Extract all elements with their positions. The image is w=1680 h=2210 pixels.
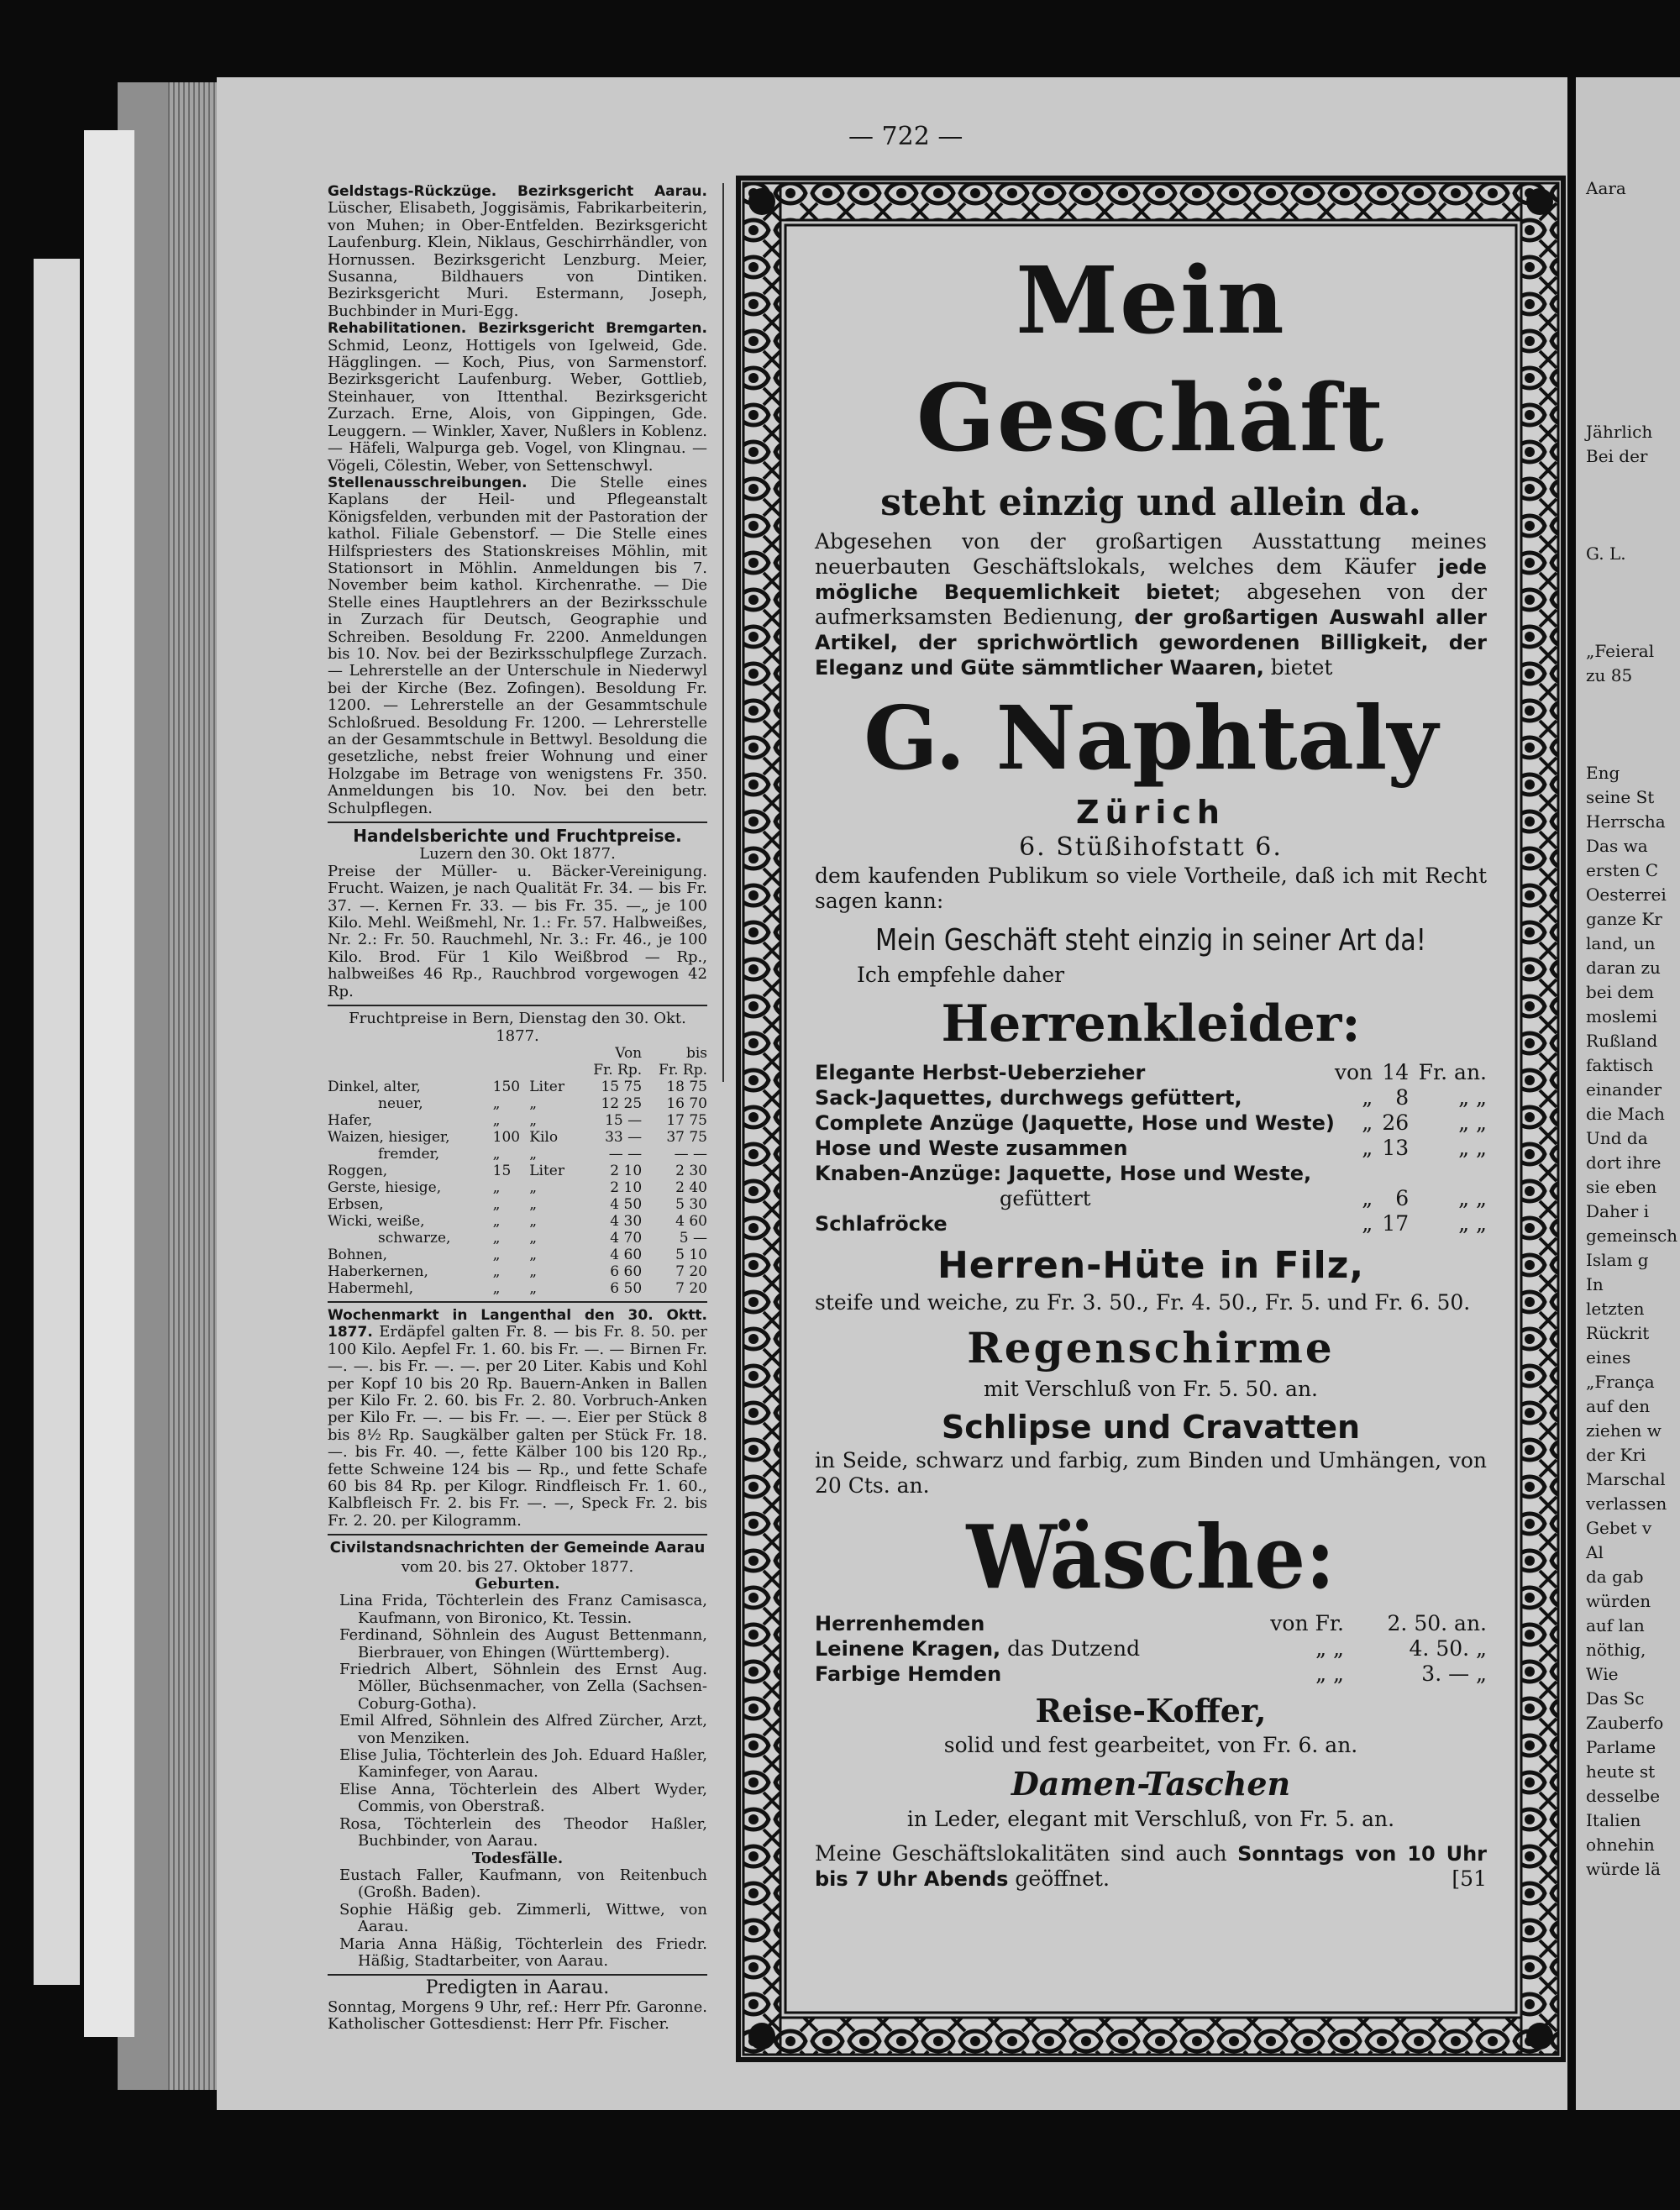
table-header: [328, 1045, 707, 1062]
table-row: [328, 1146, 707, 1163]
fragment-line: ziehen w: [1586, 1420, 1662, 1441]
fragment-line: verlassen: [1586, 1493, 1667, 1514]
fragment-line: bei dem: [1586, 982, 1654, 1002]
list-item: [815, 1661, 1487, 1687]
table-row: [328, 1095, 707, 1112]
fragment-line: einander: [1586, 1079, 1662, 1100]
fragment-line: Rußland: [1586, 1031, 1658, 1051]
section-schlipse: Schlipse und Cravatten: [941, 1409, 1361, 1446]
table-cell: 5 30: [675, 1195, 707, 1213]
item-label: Sack-Jaquettes, durchwegs gefüttert,: [815, 1086, 1242, 1110]
fragment-line: heute st: [1586, 1761, 1656, 1782]
subheading: Fruchtpreise in Bern, Dienstag den 30. Okt. 1877.: [349, 1010, 686, 1045]
fragment-line: [1576, 347, 1680, 371]
ad-intro-text: bietet: [1270, 655, 1333, 680]
fragment-line: In: [1586, 1274, 1604, 1294]
table-cell: 4 50: [610, 1195, 643, 1213]
recommend-text: Ich empfehle daher: [857, 963, 1065, 987]
fragment-line: Herrscha: [1586, 811, 1666, 832]
table-cell: „: [529, 1262, 538, 1280]
table-cell: „: [529, 1095, 538, 1112]
fragment-line: moslemi: [1586, 1006, 1657, 1026]
section-heading: Predigten in Aarau.: [425, 1977, 610, 1999]
item-label: Farbige Hemden: [815, 1662, 1002, 1686]
section-reise-koffer: Reise-Koffer,: [1035, 1692, 1267, 1730]
table-cell: Hafer,: [328, 1111, 372, 1129]
list-item: [815, 1186, 1487, 1211]
fragment-line: eines: [1586, 1347, 1631, 1367]
body-text: Preise der Müller- u. Bäcker-Vereinigung. Frucht. Waizen, je nach Qualität Fr. 34. — bis Fr. 37. —. Kernen Fr. 33. — bis Fr. 35. —„ je 100 Kilo. Mehl. Weißmehl, Nr. 1.: Fr. 57. Halbweißes, Nr. 2.: Fr. 50. Rauchmehl, Nr. 3.: Fr. 46., je 100 Kilo. Brod. Für 1 Kilo Weißbrod — Rp., halbweißes 46 Rp., Rauchbrod vorgewogen 42 Rp.: [328, 862, 707, 1000]
table-cell: Waizen, hiesiger,: [328, 1128, 450, 1146]
fragment-line: [1576, 274, 1680, 298]
table-cell: 6 50: [610, 1279, 643, 1297]
fragment-line: würden: [1586, 1591, 1651, 1611]
table-cell: Roggen,: [328, 1162, 388, 1179]
table-cell: „: [492, 1279, 501, 1297]
paper-strip: [34, 259, 80, 1985]
herren-price-list: [815, 1060, 1487, 1236]
item-label: Hose und Weste zusammen: [815, 1136, 1128, 1160]
section-damen-taschen: Damen-Taschen: [1011, 1765, 1291, 1803]
fragment-line: ersten C: [1586, 860, 1659, 880]
opening-hours-text: Meine Geschäftslokalitäten sind auch: [815, 1841, 1227, 1866]
table-cell: „: [529, 1145, 538, 1163]
table-cell: „: [492, 1178, 501, 1196]
table-row: [328, 1163, 707, 1179]
offer-text: dem kaufenden Publikum so viele Vortheile, daß ich mit Recht sagen kann:: [815, 864, 1487, 913]
item-price: 2. 50. an.: [1387, 1611, 1487, 1635]
table-cell: „: [529, 1178, 538, 1196]
table-cell: 100: [492, 1128, 521, 1146]
fragment-line: G. L.: [1586, 543, 1626, 564]
fragment-line: Das Sc: [1586, 1688, 1645, 1709]
table-cell: „: [529, 1212, 538, 1230]
fragment-line: dort ihre: [1586, 1152, 1662, 1173]
table-cell: schwarze,: [378, 1229, 451, 1247]
body-text: Schmid, Leonz, Hottigels von Igelweid, Gde. Hägglingen. — Koch, Pius, von Sarmenstorf. Bezirksgericht Laufenburg. Weber, Gottlieb, Steinhauer, von Ittenthal. Bezirksgericht Zurzach. Erne, Alois, von Gippingen, Gde. Leuggern. — Winkler, Xaver, Nußlers in Koblenz. — Häfeli, Walpurga geb. Vogel, von Klingnau. — Vögeli, Cölestin, Weber, von Settenschwyl.: [328, 336, 707, 475]
table-cell: 12 25: [601, 1095, 643, 1112]
item-unit: „ „: [1458, 1136, 1487, 1160]
item-name: [815, 1060, 1335, 1085]
table-cell: 33 —: [605, 1128, 643, 1146]
fragment-line: [1576, 737, 1680, 761]
table-cell: „: [529, 1229, 538, 1247]
table-cell: — —: [674, 1145, 707, 1163]
column-header: Fr. Rp.: [659, 1061, 707, 1079]
item-label: gefüttert: [1000, 1187, 1091, 1210]
fragment-line: Bei der: [1586, 446, 1648, 466]
fragment-line: „França: [1586, 1372, 1655, 1392]
divider: [328, 1301, 707, 1303]
section-heading: Stellenausschreibungen.: [328, 474, 528, 491]
fragment-line: ganze Kr: [1586, 909, 1662, 929]
item-price: 13: [1382, 1136, 1410, 1160]
item-price: 14: [1382, 1060, 1410, 1084]
item-price: 3. — „: [1421, 1661, 1487, 1686]
table-cell: „: [492, 1111, 501, 1129]
table-cell: 5 10: [675, 1246, 707, 1263]
fragment-line: Zauberfo: [1586, 1713, 1664, 1733]
fragment-line: [1576, 712, 1680, 737]
item-price: 17: [1382, 1211, 1410, 1236]
column-header: Von: [615, 1044, 643, 1062]
table-row: [328, 1112, 707, 1129]
table-cell: „: [529, 1246, 538, 1263]
ad-content: [815, 242, 1487, 1892]
merchant-city: Zürich: [1076, 794, 1226, 831]
item-prefix: „: [1362, 1110, 1373, 1135]
fragment-line: Das wa: [1586, 836, 1648, 856]
table-cell: Bohnen,: [328, 1246, 388, 1263]
birth-entry: Emil Alfred, Söhnlein des Alfred Zürcher, Arzt, von Menziken.: [339, 1712, 707, 1747]
table-cell: 7 20: [675, 1262, 707, 1280]
fragment-line: die Mach: [1586, 1104, 1665, 1124]
fragment-line: Italien: [1586, 1810, 1641, 1830]
table-cell: neuer,: [378, 1095, 423, 1112]
fragment-line: Eng: [1586, 763, 1620, 783]
page-number: — 722 —: [848, 122, 963, 151]
birth-entry: Friedrich Albert, Söhnlein des Ernst Aug. Möller, Büchsenmacher, von Zella (Sachsen-Coburg-Gotha).: [339, 1661, 707, 1713]
table-cell: 2 40: [675, 1178, 707, 1196]
ad-intro: [815, 529, 1487, 680]
item-price: 6: [1395, 1186, 1410, 1210]
waesche-price-list: [815, 1611, 1487, 1687]
fragment-line: Gebet v: [1586, 1518, 1652, 1538]
fragment-line: [1576, 201, 1680, 225]
fragment-line: Rückrit: [1586, 1323, 1650, 1343]
item-label: Herrenhemden: [815, 1612, 985, 1635]
item-label: Schlafröcke: [815, 1212, 948, 1236]
column-rule: [722, 183, 724, 1082]
item-label: Complete Anzüge (Jaquette, Hose und Weste): [815, 1111, 1335, 1135]
list-item: [815, 1110, 1487, 1136]
taschen-text: in Leder, elegant mit Verschluß, von Fr. 5. an.: [906, 1807, 1395, 1831]
fragment-line: land, un: [1586, 933, 1656, 953]
fragment-line: [1576, 591, 1680, 615]
fragment-line: [1576, 469, 1680, 493]
fragment-line: der Kri: [1586, 1445, 1646, 1465]
fragment-line: auf lan: [1586, 1615, 1645, 1635]
table-cell: Erbsen,: [328, 1195, 384, 1213]
item-unit: „ „: [1458, 1110, 1487, 1135]
table-header: [328, 1062, 707, 1079]
death-entry: Maria Anna Häßig, Töchterlein des Friedr. Häßig, Stadtarbeiter, von Aarau.: [339, 1934, 707, 1970]
item-unit: „ „: [1458, 1186, 1487, 1210]
fragment-line: daran zu: [1586, 958, 1661, 978]
table-cell: 16 70: [666, 1095, 707, 1112]
item-name: [815, 1186, 1335, 1211]
opening-hours-bold: Sonntags von 10 Uhr bis 7 Uhr Abends: [815, 1842, 1488, 1891]
fragment-line: nöthig,: [1586, 1640, 1646, 1660]
table-row: [328, 1280, 707, 1297]
subheading: Todesfälle.: [471, 1849, 564, 1867]
list-item: [815, 1636, 1487, 1661]
advertisement: [735, 175, 1567, 2063]
table-row: [328, 1179, 707, 1196]
fragment-line: Islam g: [1586, 1250, 1649, 1270]
table-cell: 2 10: [610, 1178, 643, 1196]
fragment-line: seine St: [1586, 787, 1655, 807]
table-cell: „: [492, 1095, 501, 1112]
subheading: Geburten.: [475, 1575, 560, 1593]
item-name: [815, 1085, 1335, 1110]
table-cell: 4 60: [610, 1246, 643, 1263]
list-item: [815, 1060, 1487, 1085]
column-header: Fr. Rp.: [593, 1061, 643, 1079]
fragment-line: zu 85: [1586, 665, 1633, 685]
divider: [328, 1974, 707, 1976]
item-price: 8: [1395, 1085, 1410, 1110]
table-cell: 7 20: [675, 1279, 707, 1297]
table-cell: „: [529, 1111, 538, 1129]
table-cell: „: [492, 1195, 501, 1213]
divider: [328, 822, 707, 823]
item-label: Knaben-Anzüge: Jaquette, Hose und Weste,: [815, 1162, 1312, 1185]
ad-slogan: Mein Geschäft steht einzig in seiner Art da!: [875, 923, 1426, 958]
fragment-line: [1576, 493, 1680, 517]
table-cell: 2 30: [675, 1162, 707, 1179]
table-cell: Haberkernen,: [328, 1262, 428, 1280]
fragment-line: Marschal: [1586, 1469, 1666, 1489]
item-name: [815, 1611, 1247, 1636]
facing-page-text: [1576, 77, 1680, 1882]
fragment-line: Parlame: [1586, 1737, 1656, 1757]
ad-intro-bold: jede mögliche Bequemlichkeit bietet: [815, 555, 1487, 604]
death-entry: Sophie Häßig geb. Zimmerli, Wittwe, von Aarau.: [339, 1900, 707, 1936]
table-row: [328, 1129, 707, 1146]
table-cell: „: [492, 1145, 501, 1163]
table-row: [328, 1213, 707, 1230]
item-note: das Dutzend: [1007, 1636, 1141, 1661]
table-cell: 15: [492, 1162, 512, 1179]
list-item: [815, 1611, 1487, 1636]
table-cell: 5 —: [679, 1229, 707, 1247]
fragment-line: [1576, 249, 1680, 274]
item-price: [1373, 1161, 1409, 1186]
item-prefix: „: [1362, 1136, 1373, 1160]
ad-intro-bold: der großartigen Auswahl aller Artikel, der sprichwörtlich gewordenen Billigkeit, der Eleganz und Güte sämmtlicher Waaren,: [815, 606, 1488, 680]
table-cell: Kilo: [529, 1128, 559, 1146]
fragment-line: [1576, 566, 1680, 591]
ad-intro-text: Abgesehen von der großartigen Ausstattung meines neuerbauten Geschäftslokals, welches dem Käufer: [815, 529, 1487, 579]
section-heading: Rehabilitationen. Bezirksgericht Bremgarten.: [328, 320, 707, 338]
table-cell: — —: [608, 1145, 643, 1163]
item-label: Elegante Herbst-Ueberzieher: [815, 1061, 1146, 1084]
fragment-line: [1576, 517, 1680, 542]
section-waesche: Wäsche:: [966, 1505, 1336, 1609]
table-cell: „: [492, 1246, 501, 1263]
fragment-line: auf den: [1586, 1396, 1651, 1416]
table-row: [328, 1079, 707, 1095]
regenschirme-text: mit Verschluß von Fr. 5. 50. an.: [984, 1377, 1318, 1401]
table-cell: Liter: [529, 1078, 564, 1095]
opening-hours: [815, 1841, 1487, 1892]
table-row: [328, 1263, 707, 1280]
table-cell: Wicki, weiße,: [328, 1212, 425, 1230]
fragment-line: [1576, 396, 1680, 420]
item-prefix: von Fr.: [1270, 1611, 1344, 1635]
fragment-line: gemeinsch: [1586, 1226, 1678, 1246]
fragment-line: Aara: [1586, 178, 1626, 198]
table-cell: 15 —: [605, 1111, 643, 1129]
table-cell: Gerste, hiesige,: [328, 1178, 442, 1196]
item-prefix: „ „: [1315, 1661, 1344, 1686]
table-cell: fremder,: [378, 1145, 440, 1163]
hueete-text: steife und weiche, zu Fr. 3. 50., Fr. 4. 50., Fr. 5. und Fr. 6. 50.: [815, 1290, 1471, 1315]
table-cell: „: [529, 1279, 538, 1297]
fragment-line: [1576, 298, 1680, 323]
ad-intro-text: ; abgesehen von der aufmerksamsten Bedienung,: [815, 580, 1487, 629]
table-cell: 4 30: [610, 1212, 643, 1230]
birth-entry: Rosa, Töchterlein des Theodor Haßler, Buchbinder, von Aarau.: [339, 1814, 707, 1850]
fragment-line: [1576, 615, 1680, 639]
subheading: Luzern den 30. Okt 1877.: [419, 845, 616, 864]
list-item: [815, 1136, 1487, 1161]
table-row: [328, 1247, 707, 1263]
ad-reference: [51: [1452, 1866, 1487, 1891]
fragment-line: [1576, 323, 1680, 347]
column-header: bis: [685, 1044, 707, 1062]
item-price: 4. 50. „: [1409, 1636, 1487, 1661]
table-cell: „: [529, 1195, 538, 1213]
table-row: [328, 1230, 707, 1247]
fragment-line: Wie: [1586, 1664, 1619, 1684]
table-cell: „: [492, 1229, 501, 1247]
item-name: [815, 1110, 1335, 1136]
item-name: [815, 1161, 1335, 1186]
table-cell: Dinkel, alter,: [328, 1078, 421, 1095]
item-name: [815, 1136, 1335, 1161]
item-prefix: „: [1362, 1186, 1373, 1210]
table-cell: „: [492, 1212, 501, 1230]
subheading: vom 20. bis 27. Oktober 1877.: [401, 1557, 634, 1576]
item-unit: [1409, 1161, 1487, 1186]
fragment-line: [1576, 225, 1680, 249]
body-text: Die Stelle eines Kaplans der Heil- und Pflegeanstalt Königsfelden, verbunden mit der Pastoration der kathol. Filiale Gebenstorf. — Die Stelle eines Hilfspriesters des Stationskreises Möhlin, mit Stationsort in Möhlin. Anmeldungen bis 7. November beim kathol. Kirchenrathe. — Die Stelle eines Hauptlehrers an der Bezirksschule in Zurzach für Deutsch, Geographie und Schreiben. Besoldung Fr. 2200. Anmeldungen bis 10. Nov. bei der Bezirksschulpflege Zurzach. — Lehrerstelle an der Unterschule in Niederwyl bei der Kirche (Bez. Zofingen). Besoldung Fr. 1200. — Lehrerstelle an der Gesammtschule Schloßrued. Besoldung Fr. 1200. — Lehrerstelle an der Gesammtschule in Bettwyl. Besoldung die gesetzliche, nebst freier Wohnung und einer Holzgabe im Betrage von wenigstens Fr. 350. Anmeldungen bis 10. Nov. bei den betr. Schulpflegen.: [328, 473, 707, 817]
fragment-line: desselbe: [1586, 1786, 1661, 1806]
price-table: [328, 1045, 707, 1297]
birth-entry: Ferdinand, Söhnlein des August Bettenmann, Bierbrauer, von Ehingen (Württemberg).: [339, 1626, 707, 1661]
paper-strip: [84, 130, 134, 2037]
facing-page: [1576, 77, 1680, 2110]
item-prefix: „: [1362, 1085, 1373, 1110]
birth-entry: Elise Julia, Töchterlein des Joh. Eduard Haßler, Kaminfeger, von Aarau.: [339, 1746, 707, 1782]
item-unit: Fr. an.: [1418, 1060, 1487, 1084]
item-unit: „ „: [1458, 1211, 1487, 1236]
table-cell: Habermehl,: [328, 1279, 413, 1297]
fragment-line: sie eben: [1586, 1177, 1657, 1197]
fragment-line: Al: [1586, 1542, 1604, 1562]
section-herrenkleider: Herrenkleider:: [941, 995, 1361, 1053]
ad-subheadline: steht einzig und allein da.: [880, 481, 1421, 524]
fragment-line: würde lä: [1586, 1859, 1661, 1879]
opening-hours-text: geöffnet.: [1015, 1866, 1110, 1891]
merchant-address: 6. Stüßihofstatt 6.: [1019, 832, 1283, 862]
fragment-line: [1576, 371, 1680, 396]
body-text: Lüscher, Elisabeth, Joggisämis, Fabrikarbeiterin, von Muhen; in Ober-Entfelden. Bezirksgericht Laufenburg. Klein, Niklaus, Geschirrhändler, von Hornussen. Bezirksgericht Lenzburg. Meier, Susanna, Bildhauers von Dintiken. Bezirksgericht Muri. Estermann, Joseph, Buchbinder in Muri-Egg.: [328, 199, 707, 320]
table-cell: 15 75: [601, 1078, 643, 1095]
item-label: Leinene Kragen,: [815, 1637, 1001, 1661]
koffer-text: solid und fest gearbeitet, von Fr. 6. an.: [943, 1733, 1358, 1757]
divider: [328, 1534, 707, 1535]
item-unit: „ „: [1458, 1085, 1487, 1110]
left-column: [328, 183, 707, 2034]
fragment-line: ohnehin: [1586, 1835, 1655, 1855]
death-entry: Eustach Faller, Kaufmann, von Reitenbuch (Großh. Baden).: [339, 1866, 707, 1902]
fragment-line: „Feieral: [1586, 641, 1655, 661]
table-cell: 17 75: [666, 1111, 707, 1129]
list-item: [815, 1085, 1487, 1110]
item-prefix: von: [1334, 1060, 1373, 1084]
birth-entry: Elise Anna, Töchterlein des Albert Wyder, Commis, von Oberstraß.: [339, 1780, 707, 1816]
item-prefix: „: [1362, 1211, 1373, 1236]
ad-headline: Mein Geschäft: [916, 246, 1386, 472]
section-regenschirme: Regenschirme: [967, 1323, 1335, 1373]
divider: [328, 1005, 707, 1006]
table-cell: 4 70: [610, 1229, 643, 1247]
item-prefix: [1335, 1161, 1373, 1186]
body-text: Erdäpfel galten Fr. 8. — bis Fr. 8. 50. per 100 Kilo. Aepfel Fr. 1. 60. bis Fr. —. — Birnen Fr. —. —. bis Fr. —. —. per 20 Liter. Kabis und Kohl per Kopf 10 bis 20 Rp. Bauern-Anken in Ballen per Kilo Fr. 2. 60. bis Fr. 2. 80. Vorbruch-Anken per Kilo Fr. —. — bis Fr. —. —. Eier per Stück 8 bis 8½ Rp. Saugkälber galten per Stück Fr. 18. —. bis Fr. 40. —, fette Kälber 100 bis 120 Rp., fette Schweine 124 bis — Rp., und fette Schafe 60 bis 84 Rp. per Kilogr. Rindfleisch Fr. 1. 60., Kalbfleisch Fr. 2. bis Fr. —. —, Speck Fr. 2. bis Fr. 2. 20. per Kilogramm.: [328, 1323, 707, 1530]
list-item: [815, 1161, 1487, 1186]
table-cell: 37 75: [666, 1128, 707, 1146]
section-hueete: Herren-Hüte in Filz,: [937, 1244, 1365, 1287]
body-text: Sonntag, Morgens 9 Uhr, ref.: Herr Pfr. Garonne. Katholischer Gottesdienst: Herr Pfr. Fischer.: [328, 1997, 707, 2034]
table-row: [328, 1196, 707, 1213]
subheading: Wochenmarkt in Langenthal den 30. Oktt. 1877.: [328, 1306, 707, 1341]
item-name: [815, 1636, 1247, 1661]
fragment-line: Und da: [1586, 1128, 1648, 1148]
section-heading: Civilstandsnachrichten der Gemeinde Aarau: [329, 1539, 706, 1557]
table-cell: „: [492, 1262, 501, 1280]
table-cell: Liter: [529, 1162, 564, 1179]
fragment-line: da gab: [1586, 1567, 1644, 1587]
item-name: [815, 1211, 1335, 1236]
fragment-line: Oesterrei: [1586, 885, 1667, 905]
fragment-line: faktisch: [1586, 1055, 1654, 1075]
merchant-name: G. Naphtaly: [864, 686, 1438, 790]
birth-entry: Lina Frida, Töchterlein des Franz Camisasca, Kaufmann, von Bironico, Kt. Tessin.: [339, 1592, 707, 1627]
table-cell: 4 60: [675, 1212, 707, 1230]
section-heading: Handelsberichte und Fruchtpreise.: [353, 826, 682, 847]
table-cell: 18 75: [666, 1078, 707, 1095]
table-cell: 6 60: [610, 1262, 643, 1280]
item-name: [815, 1661, 1247, 1687]
section-heading: Geldstags-Rückzüge. Bezirksgericht Aarau.: [328, 183, 707, 200]
item-prefix: „ „: [1315, 1636, 1344, 1661]
fragment-line: Daher i: [1586, 1201, 1649, 1221]
table-cell: 150: [492, 1078, 521, 1095]
fragment-line: letzten: [1586, 1299, 1645, 1319]
fragment-line: [1576, 688, 1680, 712]
item-price: 26: [1382, 1110, 1410, 1135]
schlipse-text: in Seide, schwarz und farbig, zum Binden und Umhängen, von 20 Cts. an.: [815, 1448, 1487, 1498]
table-cell: 2 10: [610, 1162, 643, 1179]
list-item: [815, 1211, 1487, 1236]
fragment-line: Jährlich: [1586, 422, 1653, 442]
